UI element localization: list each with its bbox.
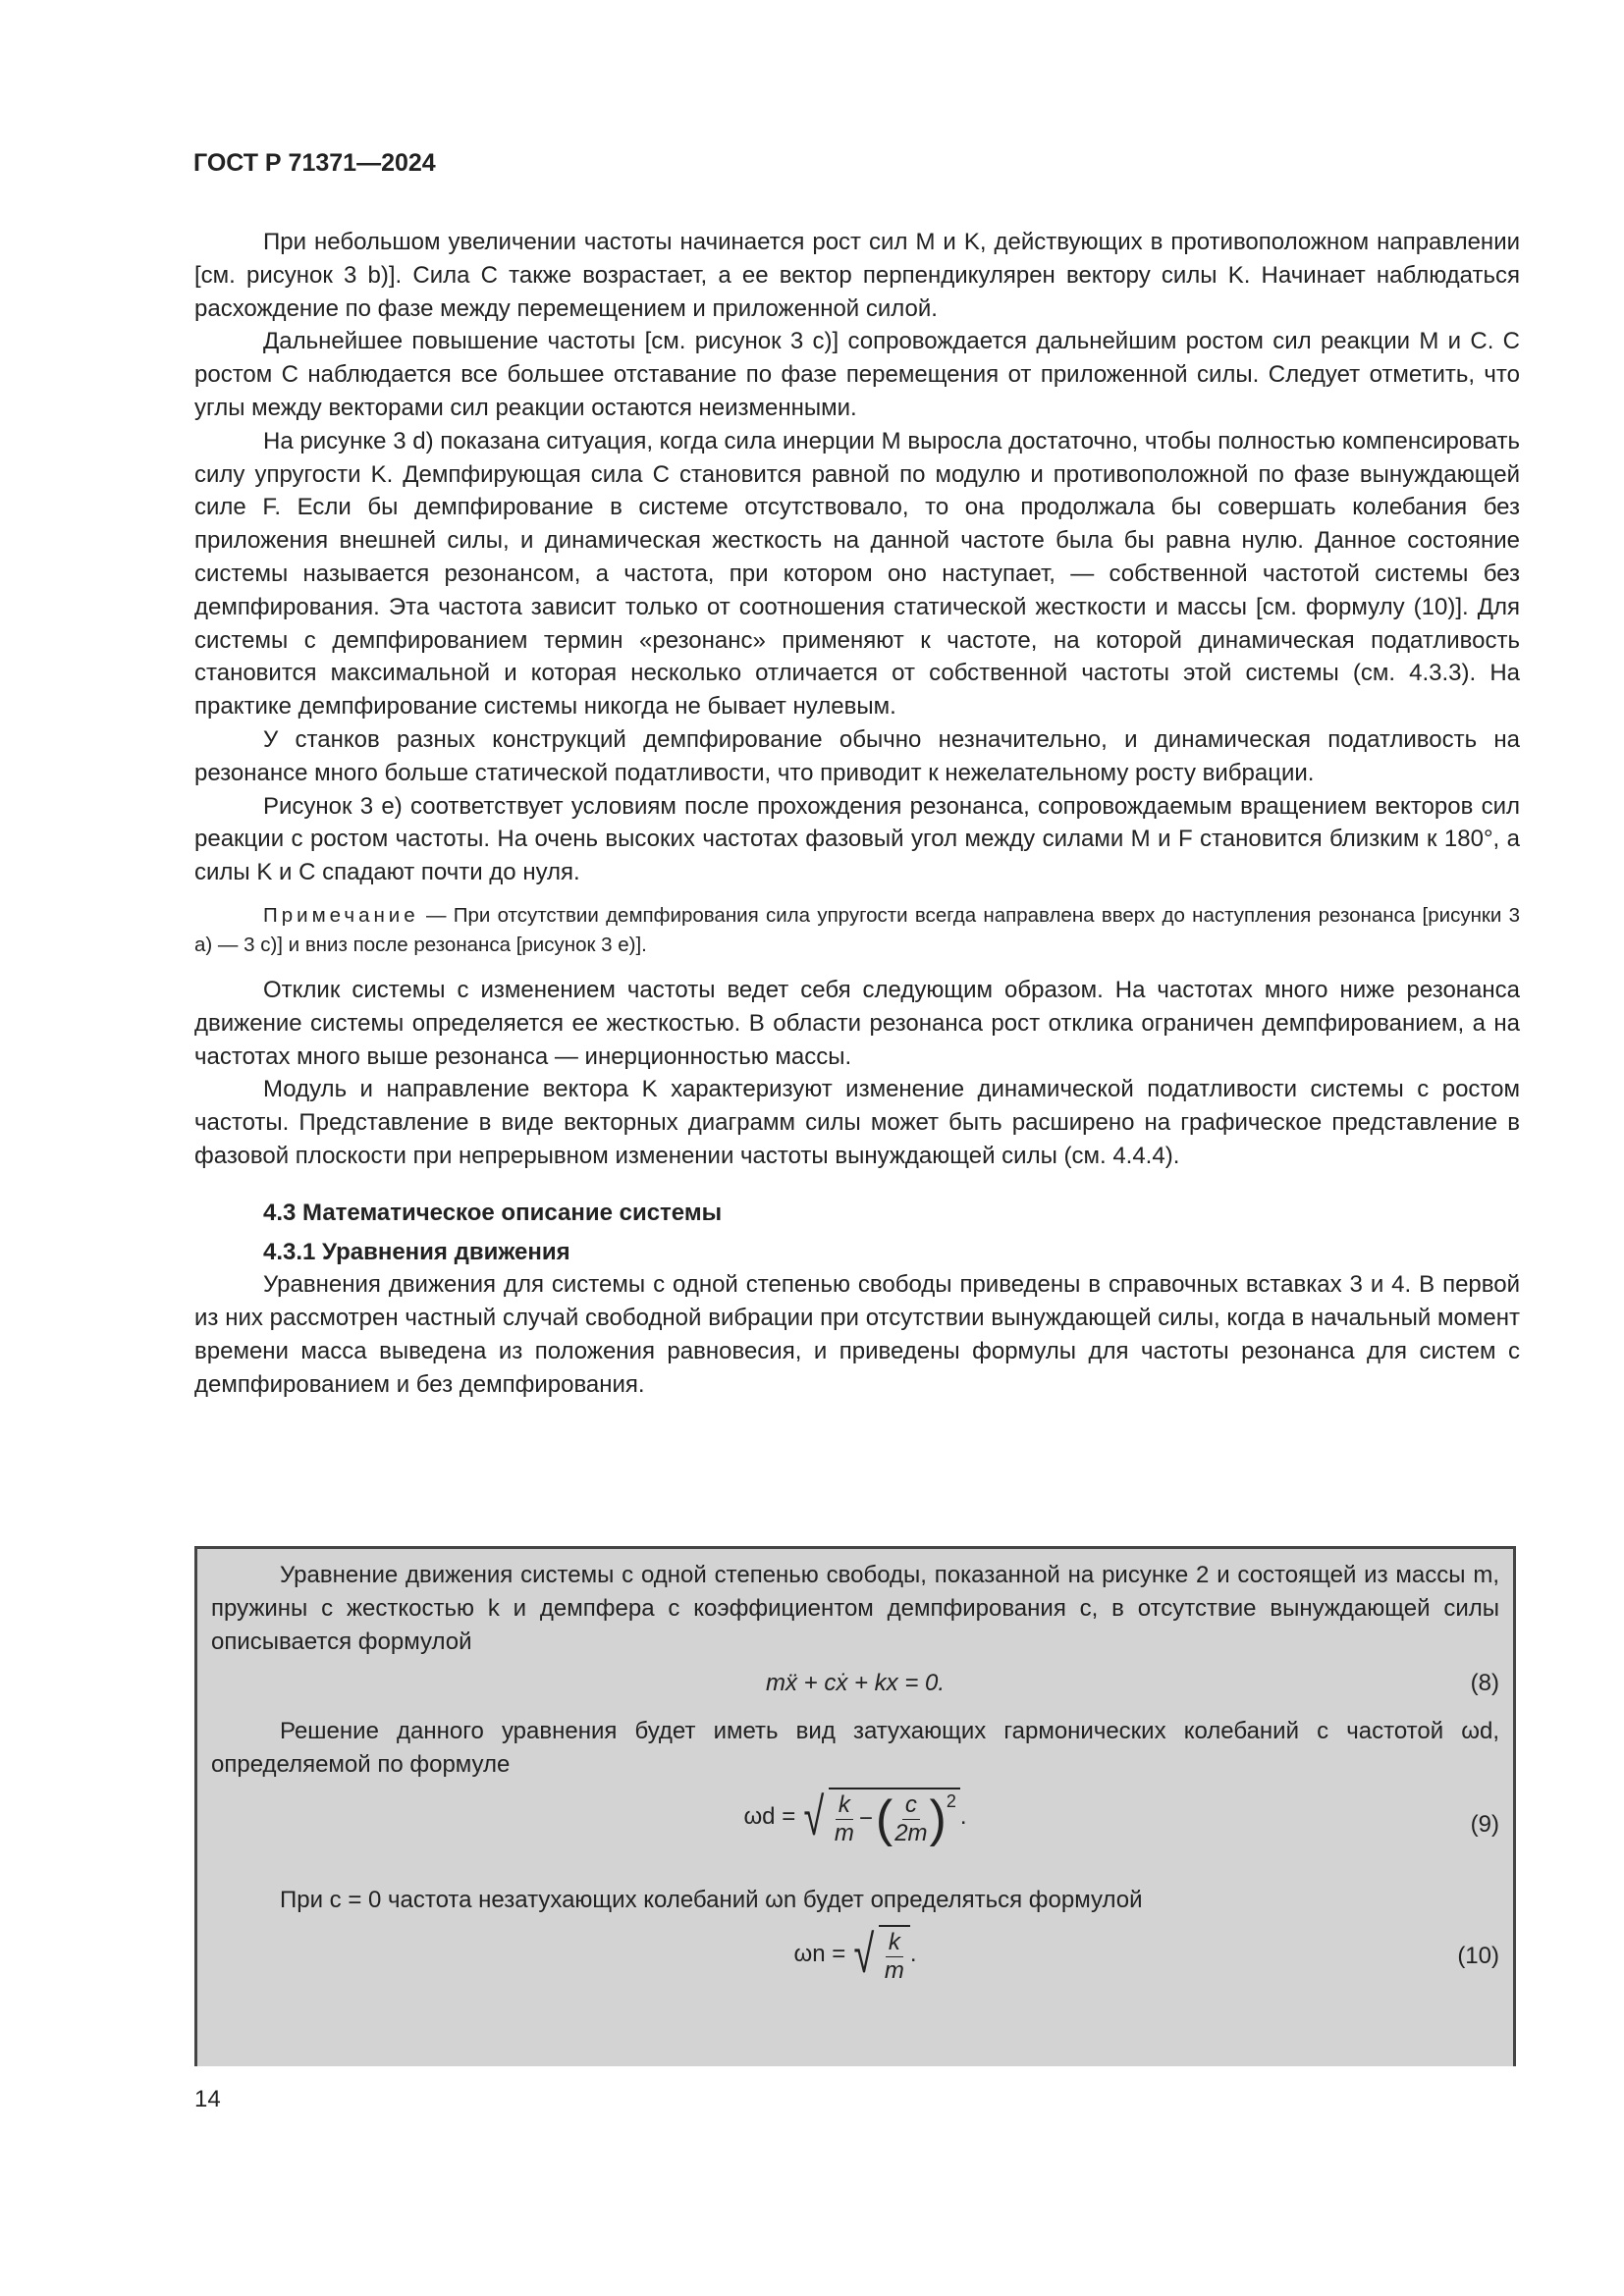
page-number: 14 [194,2086,221,2112]
sqrt-icon: √ [853,1925,875,1985]
paragraph: Рисунок 3 e) соответствует условиям после прохождения резонанса, сопровождаемым вращением векторов сил реакции с ростом частоты. На очень высоких частотах фазовый угол между силами M и F становится близким к 180°, а силы K и C спадают почти до нуля. [194,792,1520,886]
main-text [194,226,1520,1402]
equation-8-number: (8) [1470,1670,1499,1697]
subsection-heading: 4.3.1 Уравнения движения [263,1238,570,1265]
equation-10-formula: ωn = √ $\frac{k}{m}$ . [793,1925,917,1985]
box-paragraph: Решение данного уравнения будет иметь вид затухающих гармонических колебаний с частотой ωd, определяемой по формуле [211,1718,1499,1779]
equation-9-number: (9) [1470,1810,1499,1838]
equation-10-number: (10) [1457,1942,1499,1969]
equation-8-formula: mẍ + cẋ + kx = 0. [765,1670,946,1697]
note-label: Примечание [263,903,419,927]
paragraph: Отклик системы с изменением частоты ведет себя следующим образом. На частотах много ниже резонанса движение системы определяется ее жесткостью. В области резонанса рост отклика ограничен демпфированием, а на частотах много выше резонанса — инерционностью массы. [194,976,1520,1070]
equation-9-formula: ωd = √ $\frac{k}{m}$ − ( $\frac{c}{2m}$ ) $^2$ . [743,1788,967,1848]
paragraph: При небольшом увеличении частоты начинается рост сил M и K, действующих в противоположном направлении [см. рисунок 3 b)]. Сила C также возрастает, а ее вектор перпендикулярен вектору силы K. Начинает наблюдаться расхождение по фазе между перемещением и приложенной силой. [194,229,1520,322]
box-paragraph: При c = 0 частота незатухающих колебаний ωn будет определяться формулой [280,1886,1143,1913]
equation-10 [211,1917,1499,2007]
equation-9 [211,1782,1499,1884]
document-header: ГОСТ Р 71371—2024 [193,149,436,177]
paragraph: На рисунке 3 d) показана ситуация, когда сила инерции M выросла достаточно, чтобы полностью компенсировать силу упругости K. Демпфирующая сила C становится равной по модулю и противоположной по фазе вынуждающей силе F. Если бы демпфирование в системе отсутствовало, то она продолжала бы совершать колебания без приложения внешней силы, и динамическая жесткость на данной частоте была бы равна нулю. Данное состояние системы называется резонансом, а частота, при котором оно наступает, — собственной частотой системы без демпфирования. Эта частота зависит только от соотношения статической жесткости и массы [см. формулу (10)]. Для системы с демпфированием термин «резонанс» применяют к частоте, на которой динамическая податливость становится максимальной и которая несколько отличается от собственной частоты этой системы (см. 4.3.3). На практике демпфирование системы никогда не бывает нулевым. [194,427,1520,721]
paragraph: Дальнейшее повышение частоты [см. рисунок 3 c)] сопровождается дальнейшим ростом сил реакции M и C. С ростом C наблюдается все большее отставание по фазе перемещения от приложенной силы. Следует отметить, что углы между векторами сил реакции остаются неизменными. [194,328,1520,421]
paragraph: Уравнения движения для системы с одной степенью свободы приведены в справочных вставках 3 и 4. В первой из них рассмотрен частный случай свободной вибрации при отсутствии вынуждающей силы, когда в начальный момент времени масса выведена из положения равновесия, и приведены формулы для частоты резонанса для систем с демпфированием и без демпфирования. [194,1271,1520,1398]
note [194,901,1520,960]
sqrt-icon: √ [803,1788,825,1847]
equation-8 [211,1658,1499,1715]
note-text: — При отсутствии демпфирования сила упругости всегда направлена вверх до наступления резонанса [рисунки 3 a) — 3 c)] и вниз после резонанса [рисунок 3 e)]. [194,903,1520,956]
box-paragraph: Уравнение движения системы с одной степенью свободы, показанной на рисунке 2 и состоящей из массы m, пружины с жесткостью k и демпфера с коэффициентом демпфирования c, в отсутствие вынуждающей силы описывается формулой [211,1562,1499,1655]
paragraph: Модуль и направление вектора K характеризуют изменение динамической податливости системы с ростом частоты. Представление в виде векторных диаграмм силы может быть расширено на графическое представление в фазовой плоскости при непрерывном изменении частоты вынуждающей силы (см. 4.4.4). [194,1076,1520,1169]
paragraph: У станков разных конструкций демпфирование обычно незначительно, и динамическая податливость на резонансе много больше статической податливости, что приводит к нежелательному росту вибрации. [194,725,1520,786]
section-heading: 4.3 Математическое описание системы [263,1199,723,1226]
reference-insert-box [194,1546,1516,2066]
